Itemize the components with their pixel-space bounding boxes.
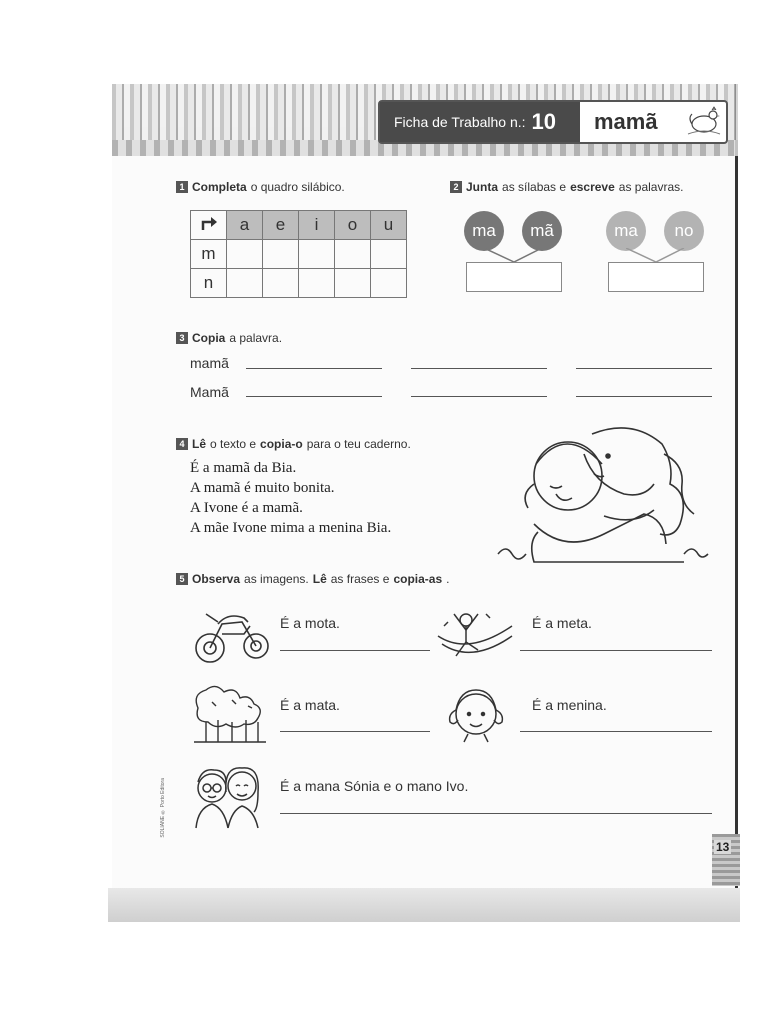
vowel-header: u — [371, 211, 407, 240]
exercise-2-instruction — [450, 180, 683, 194]
writing-line[interactable] — [411, 368, 547, 369]
worksheet-label-box — [380, 102, 580, 142]
text-line: A Ivone é a mamã. — [190, 500, 303, 516]
vowel-header: i — [299, 211, 335, 240]
syllable-cell[interactable] — [227, 269, 263, 298]
instruction-text: as sílabas e — [502, 180, 567, 194]
syllable-cell[interactable] — [371, 269, 407, 298]
exercise-3-instruction — [176, 331, 282, 345]
writing-line[interactable] — [576, 368, 712, 369]
syllable-bubble: ma — [606, 211, 646, 251]
syllable-cell[interactable] — [371, 240, 407, 269]
instruction-text: as frases e — [330, 572, 390, 586]
instruction-text: o texto e — [210, 437, 257, 451]
picture-sentence: É a mota. — [280, 615, 340, 631]
motorbike-illustration — [192, 604, 272, 670]
instruction-text: as imagens. — [244, 572, 309, 586]
writing-line[interactable] — [280, 731, 430, 732]
syllable-cell[interactable] — [335, 240, 371, 269]
worksheet-label: Ficha de Trabalho n.: — [394, 114, 526, 130]
vowel-header: o — [335, 211, 371, 240]
word-answer-box[interactable] — [608, 262, 704, 292]
exercise-number-badge: 3 — [176, 332, 188, 344]
exercise-number-badge: 1 — [176, 181, 188, 193]
picture-sentence: É a mana Sónia e o mano Ivo. — [280, 778, 469, 794]
page-number: 13 — [716, 840, 730, 854]
syllable-bubble: mã — [522, 211, 562, 251]
text-line: É a mamã da Bia. — [190, 460, 297, 476]
instruction-verb: Junta — [466, 180, 499, 194]
picture-sentence: É a mata. — [280, 697, 340, 713]
instruction-text: a palavra. — [229, 331, 283, 345]
consonant-header: m — [191, 240, 227, 269]
syllable-cell[interactable] — [335, 269, 371, 298]
writing-line[interactable] — [246, 368, 382, 369]
worksheet-title — [378, 100, 728, 144]
syllable-bubble: no — [664, 211, 704, 251]
instruction-text: . — [446, 572, 450, 586]
page-bottom-edge — [108, 888, 740, 922]
instruction-verb: Completa — [192, 180, 247, 194]
instruction-verb: copia-o — [260, 437, 303, 451]
instruction-verb: Observa — [192, 572, 241, 586]
writing-line[interactable] — [280, 813, 712, 814]
forest-illustration — [192, 684, 268, 746]
worksheet-title-word: mamã — [594, 109, 658, 134]
exercise-number-badge: 5 — [176, 573, 188, 585]
word-answer-box[interactable] — [466, 262, 562, 292]
instruction-verb: Copia — [192, 331, 226, 345]
consonant-header: n — [191, 269, 227, 298]
exercise-number-badge: 4 — [176, 438, 188, 450]
picture-sentence: É a meta. — [532, 615, 592, 631]
instruction-text: as palavras. — [618, 180, 684, 194]
girl-face-illustration — [446, 686, 506, 744]
syllable-cell[interactable] — [263, 269, 299, 298]
instruction-verb: escreve — [570, 180, 615, 194]
syllable-cell[interactable] — [227, 240, 263, 269]
instruction-verb: copia-as — [393, 572, 443, 586]
syllable-cell[interactable] — [263, 240, 299, 269]
exercise-5-instruction — [176, 572, 449, 586]
worksheet-number: 10 — [531, 109, 557, 134]
turn-right-arrow-icon — [191, 211, 227, 240]
text-line: A mãe Ivone mima a menina Bia. — [190, 520, 392, 536]
hen-icon — [686, 104, 722, 138]
exercise-1-instruction — [176, 180, 345, 194]
writing-line[interactable] — [280, 650, 430, 651]
exercise-4-instruction — [176, 437, 411, 451]
page-number-tab — [712, 834, 740, 886]
syllable-cell[interactable] — [299, 240, 335, 269]
publisher-credit: SOLIANE ® Porto Editora — [160, 778, 166, 838]
instruction-text: para o teu caderno. — [306, 437, 411, 451]
syllable-cell[interactable] — [299, 269, 335, 298]
syllable-bubble: ma — [464, 211, 504, 251]
instruction-text: o quadro silábico. — [250, 180, 345, 194]
instruction-verb: Lê — [192, 437, 207, 451]
copy-word: mamã — [190, 355, 229, 371]
siblings-illustration — [192, 762, 266, 830]
mother-hugging-girl-illustration — [494, 424, 710, 570]
picture-sentence: É a menina. — [532, 697, 607, 713]
runner-finish-line-illustration — [436, 606, 516, 666]
vowel-header: e — [263, 211, 299, 240]
syllable-table — [190, 210, 407, 298]
reading-text — [190, 458, 391, 538]
writing-line[interactable] — [246, 396, 382, 397]
vowel-header: a — [227, 211, 263, 240]
copy-word: Mamã — [190, 384, 229, 400]
writing-line[interactable] — [576, 396, 712, 397]
text-line: A mamã é muito bonita. — [190, 480, 335, 496]
exercise-number-badge: 2 — [450, 181, 462, 193]
instruction-verb: Lê — [312, 572, 327, 586]
writing-line[interactable] — [411, 396, 547, 397]
writing-line[interactable] — [520, 650, 712, 651]
writing-line[interactable] — [520, 731, 712, 732]
